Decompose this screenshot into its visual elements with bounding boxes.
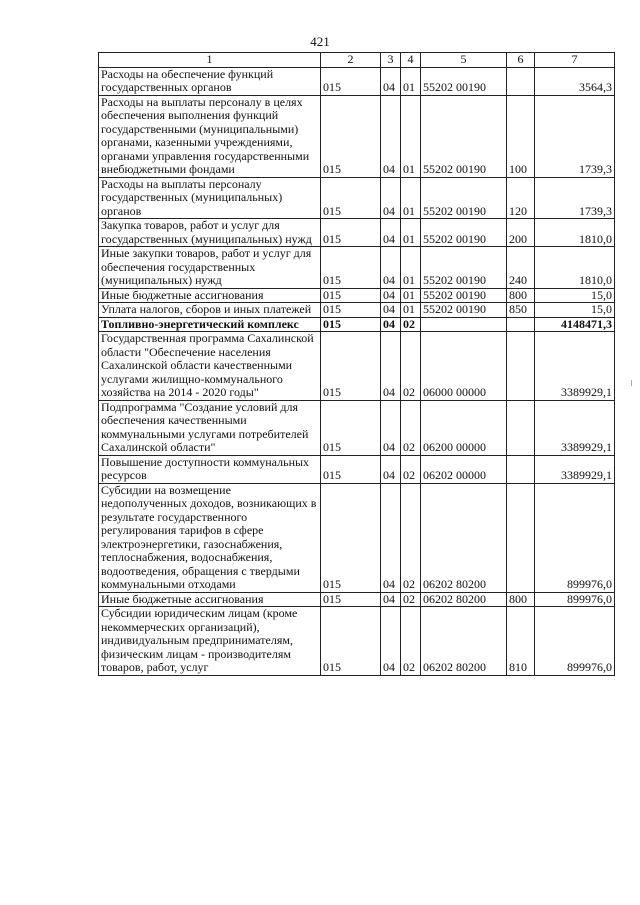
row-target-cell: 55202 00190: [421, 303, 507, 318]
row-section-cell: 04: [381, 317, 401, 332]
row-subsection-cell: 02: [401, 400, 421, 455]
header-col-5: 5: [421, 53, 507, 68]
row-code-cell: 015: [321, 247, 381, 289]
row-type-cell: 810: [507, 607, 535, 676]
row-target-cell: 55202 00190: [421, 247, 507, 289]
row-code-cell: 015: [321, 483, 381, 592]
row-target-cell: 06000 00000: [421, 332, 507, 401]
row-section-cell: 04: [381, 332, 401, 401]
row-target-cell: 06202 80200: [421, 607, 507, 676]
row-type-cell: 800: [507, 592, 535, 607]
row-name-cell: Иные бюджетные ассигнования: [99, 592, 321, 607]
row-code-cell: 015: [321, 219, 381, 247]
page-number: 421: [310, 34, 330, 49]
row-subsection-cell: 01: [401, 95, 421, 177]
row-name-cell: Иные закупки товаров, работ и услуг для обеспечения государственных (муниципальных) нужд: [99, 247, 321, 289]
row-section-cell: 04: [381, 95, 401, 177]
row-section-cell: 04: [381, 288, 401, 303]
row-amount-cell: 899976,0: [535, 483, 615, 592]
row-name-cell: Расходы на выплаты персоналу государственных (муниципальных) органов: [99, 177, 321, 219]
row-amount-cell: 15,0: [535, 303, 615, 318]
row-name-cell: Иные бюджетные ассигнования: [99, 288, 321, 303]
table-row: [99, 607, 615, 676]
budget-table: [98, 52, 615, 676]
header-col-3: 3: [381, 53, 401, 68]
row-target-cell: 55202 00190: [421, 67, 507, 95]
row-subsection-cell: 02: [401, 332, 421, 401]
row-amount-cell: 1810,0: [535, 247, 615, 289]
row-subsection-cell: 02: [401, 607, 421, 676]
table-row: [99, 455, 615, 483]
row-name-cell: Топливно-энергетический комплекс: [99, 317, 321, 332]
row-amount-cell: 4148471,3: [535, 317, 615, 332]
table-row: [99, 400, 615, 455]
row-name-cell: Подпрограмма "Создание условий для обеспечения качественными коммунальными услугами потребителей Сахалинской области": [99, 400, 321, 455]
header-col-1: 1: [99, 53, 321, 68]
row-amount-cell: 15,0: [535, 288, 615, 303]
scan-mark: [631, 380, 632, 386]
row-subsection-cell: 02: [401, 317, 421, 332]
row-code-cell: 015: [321, 177, 381, 219]
row-target-cell: 06202 00000: [421, 455, 507, 483]
row-code-cell: 015: [321, 400, 381, 455]
row-subsection-cell: 01: [401, 177, 421, 219]
row-amount-cell: 3389929,1: [535, 332, 615, 401]
row-name-cell: Закупка товаров, работ и услуг для государственных (муниципальных) нужд: [99, 219, 321, 247]
row-subsection-cell: 02: [401, 455, 421, 483]
table-row: [99, 317, 615, 332]
row-subsection-cell: 02: [401, 592, 421, 607]
row-target-cell: 06202 80200: [421, 592, 507, 607]
row-amount-cell: 3564,3: [535, 67, 615, 95]
table-row: [99, 288, 615, 303]
row-type-cell: 100: [507, 95, 535, 177]
row-code-cell: 015: [321, 303, 381, 318]
table-row: [99, 219, 615, 247]
row-name-cell: Государственная программа Сахалинской области "Обеспечение населения Сахалинской области качественными услугами жилищно-коммунального хозяйства на 2014 - 2020 годы": [99, 332, 321, 401]
row-code-cell: 015: [321, 332, 381, 401]
row-section-cell: 04: [381, 592, 401, 607]
row-amount-cell: 3389929,1: [535, 400, 615, 455]
row-subsection-cell: 02: [401, 483, 421, 592]
row-section-cell: 04: [381, 607, 401, 676]
table-row: [99, 95, 615, 177]
table-row: [99, 332, 615, 401]
table-row: [99, 592, 615, 607]
table-row: [99, 303, 615, 318]
row-type-cell: 240: [507, 247, 535, 289]
table-header-row: [99, 53, 615, 68]
row-section-cell: 04: [381, 219, 401, 247]
row-type-cell: [507, 317, 535, 332]
table-row: [99, 177, 615, 219]
row-target-cell: 55202 00190: [421, 219, 507, 247]
row-type-cell: [507, 332, 535, 401]
row-type-cell: [507, 400, 535, 455]
row-amount-cell: 1739,3: [535, 95, 615, 177]
row-type-cell: 850: [507, 303, 535, 318]
row-code-cell: 015: [321, 317, 381, 332]
row-amount-cell: 899976,0: [535, 607, 615, 676]
row-target-cell: [421, 317, 507, 332]
row-code-cell: 015: [321, 67, 381, 95]
row-amount-cell: 899976,0: [535, 592, 615, 607]
row-section-cell: 04: [381, 483, 401, 592]
row-name-cell: Уплата налогов, сборов и иных платежей: [99, 303, 321, 318]
row-section-cell: 04: [381, 247, 401, 289]
row-name-cell: Субсидии юридическим лицам (кроме некоммерческих организаций), индивидуальным предпринимателям, физическим лицам - производителям товаров, работ, услуг: [99, 607, 321, 676]
row-type-cell: 200: [507, 219, 535, 247]
row-target-cell: 55202 00190: [421, 288, 507, 303]
row-subsection-cell: 01: [401, 247, 421, 289]
row-target-cell: 06200 00000: [421, 400, 507, 455]
row-section-cell: 04: [381, 67, 401, 95]
row-subsection-cell: 01: [401, 67, 421, 95]
row-subsection-cell: 01: [401, 288, 421, 303]
row-section-cell: 04: [381, 303, 401, 318]
row-target-cell: 55202 00190: [421, 177, 507, 219]
row-amount-cell: 3389929,1: [535, 455, 615, 483]
row-code-cell: 015: [321, 592, 381, 607]
row-name-cell: Расходы на обеспечение функций государственных органов: [99, 67, 321, 95]
row-subsection-cell: 01: [401, 303, 421, 318]
row-type-cell: 120: [507, 177, 535, 219]
table-row: [99, 67, 615, 95]
table-row: [99, 483, 615, 592]
header-col-6: 6: [507, 53, 535, 68]
row-type-cell: 800: [507, 288, 535, 303]
row-code-cell: 015: [321, 95, 381, 177]
row-section-cell: 04: [381, 400, 401, 455]
row-name-cell: Повышение доступности коммунальных ресурсов: [99, 455, 321, 483]
row-subsection-cell: 01: [401, 219, 421, 247]
row-amount-cell: 1810,0: [535, 219, 615, 247]
row-code-cell: 015: [321, 455, 381, 483]
header-col-2: 2: [321, 53, 381, 68]
header-col-4: 4: [401, 53, 421, 68]
row-target-cell: 55202 00190: [421, 95, 507, 177]
row-amount-cell: 1739,3: [535, 177, 615, 219]
row-type-cell: [507, 483, 535, 592]
row-section-cell: 04: [381, 177, 401, 219]
header-col-7: 7: [535, 53, 615, 68]
row-name-cell: Субсидии на возмещение недополученных доходов, возникающих в результате государственного регулирования тарифов в сфере электроэнергетики, газоснабжения, теплоснабжения, водоснабжения, водоотведения, обращения с твердыми коммунальными отходами: [99, 483, 321, 592]
row-code-cell: 015: [321, 607, 381, 676]
row-type-cell: [507, 455, 535, 483]
row-type-cell: [507, 67, 535, 95]
table-row: [99, 247, 615, 289]
row-section-cell: 04: [381, 455, 401, 483]
row-name-cell: Расходы на выплаты персоналу в целях обеспечения выполнения функций государственными (муниципальными) органами, казенными учреждениями, органами управления государственными внебюджетными фондами: [99, 95, 321, 177]
row-target-cell: 06202 80200: [421, 483, 507, 592]
row-code-cell: 015: [321, 288, 381, 303]
